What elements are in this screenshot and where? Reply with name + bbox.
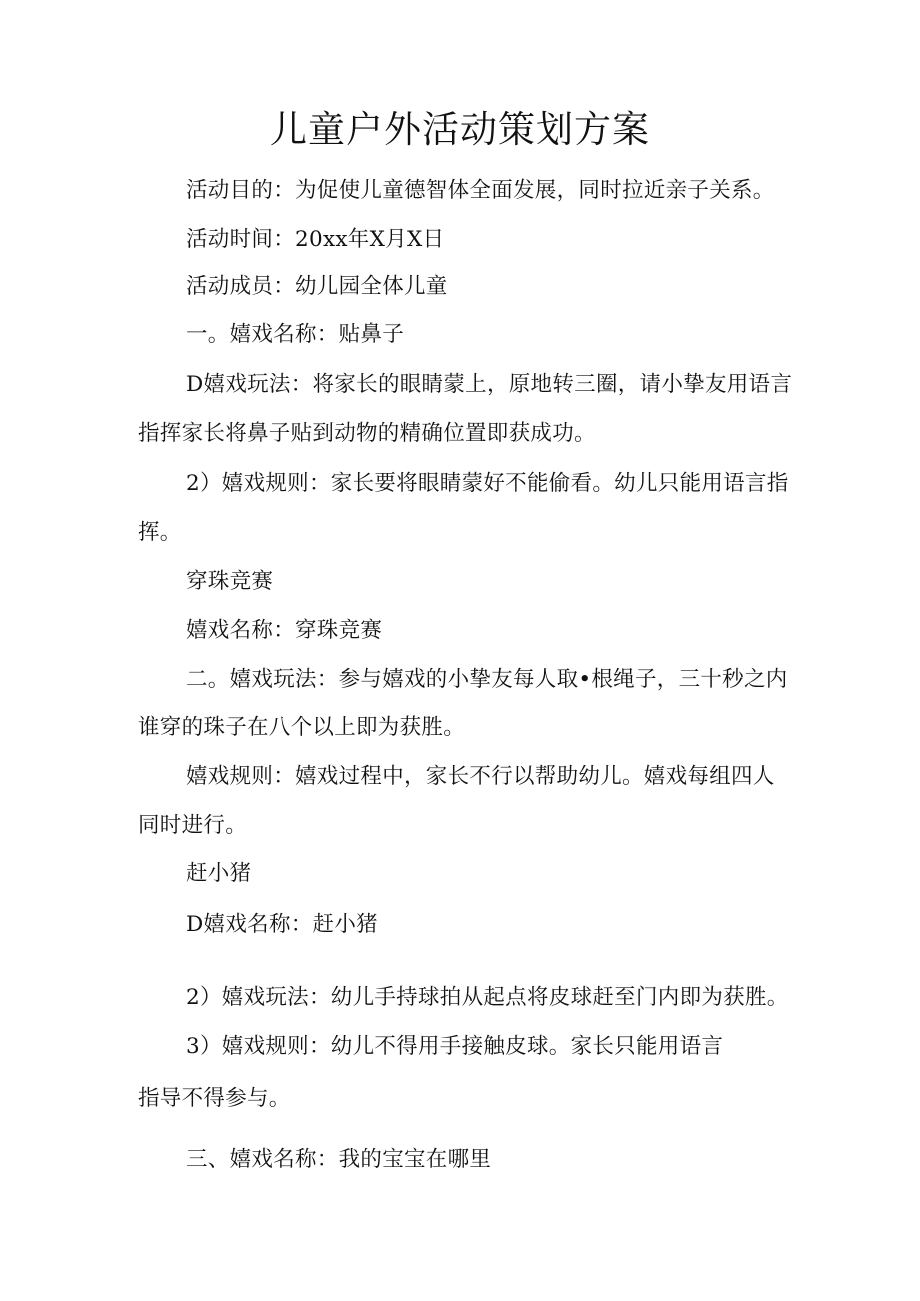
game-3-heading: 赶小猪 xyxy=(186,861,252,886)
game-1-rules-line-1: 2）嬉戏规则：家长要将眼睛蒙好不能偷看。幼儿只能用语言指 xyxy=(186,471,789,496)
game-3-rules-line-1: 3）嬉戏规则：幼儿不得用手接触皮球。家长只能用语言 xyxy=(186,1034,724,1059)
game-2-play-line-2: 谁穿的珠子在八个以上即为获胜。 xyxy=(138,715,466,740)
game-4-name: 三、嬉戏名称：我的宝宝在哪里 xyxy=(186,1147,492,1172)
game-2-rules-line-2: 同时进行。 xyxy=(138,813,248,838)
game-1-play-line-1: D嬉戏玩法：将家长的眼睛蒙上，原地转三圈，请小挚友用语言 xyxy=(186,372,793,397)
game-1-play-line-2: 指挥家长将鼻子贴到动物的精确位置即获成功。 xyxy=(138,421,596,446)
game-2-rules-line-1: 嬉戏规则：嬉戏过程中，家长不行以帮助幼儿。嬉戏每组四人 xyxy=(186,764,775,789)
game-2-play-line-1: 二。嬉戏玩法：参与嬉戏的小挚友每人取•根绳子，三十秒之内 xyxy=(186,667,788,692)
game-3-play: 2）嬉戏玩法：幼儿手持球拍从起点将皮球赶至门内即为获胜。 xyxy=(186,985,789,1010)
document-title: 儿童户外活动策划方案 xyxy=(270,108,650,151)
game-2-name: 嬉戏名称：穿珠竞赛 xyxy=(186,618,383,643)
game-1-name: 一。嬉戏名称：贴鼻子 xyxy=(186,322,405,347)
activity-time: 活动时间：20xx年X月X日 xyxy=(186,227,445,252)
game-2-heading: 穿珠竞赛 xyxy=(186,569,274,594)
activity-purpose: 活动目的：为促使儿童德智体全面发展，同时拉近亲子关系。 xyxy=(186,178,775,203)
game-1-rules-line-2: 挥。 xyxy=(138,520,182,545)
game-3-name: D嬉戏名称：赶小猪 xyxy=(186,912,378,937)
activity-members: 活动成员：幼儿园全体儿童 xyxy=(186,274,448,299)
game-3-rules-line-2: 指导不得参与。 xyxy=(138,1086,291,1111)
